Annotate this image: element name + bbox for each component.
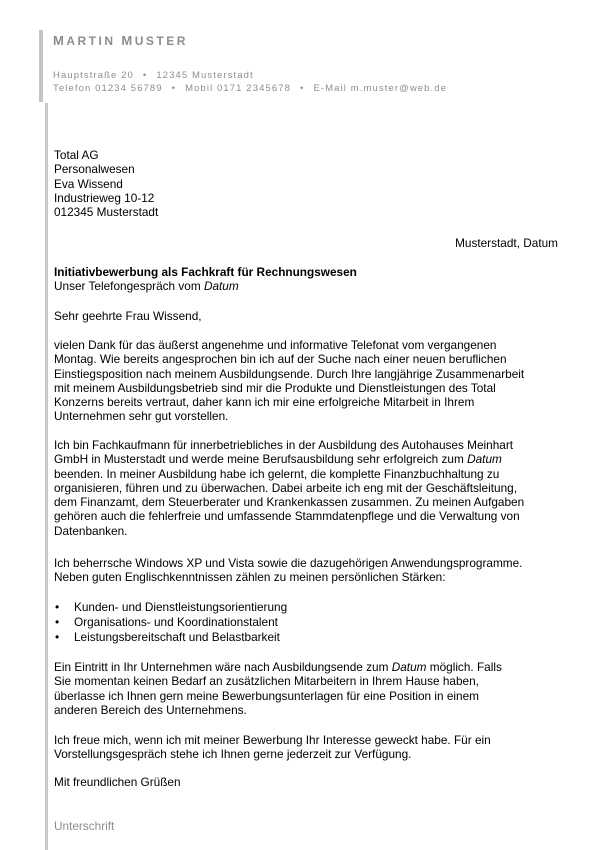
paragraph-intro: vielen Dank für das äußerst angenehme und informative Telefonat vom vergangenen Montag. Wie bereits angesprochen bin ich auf der Suche nach einer neuen beruflichen Einstiegsposition nach meinem Ausbildungsende. Durch Ihre langjährige Zusammenarbeit mit meinem Ausbildungsbetrieb sind mir die Produkte und Dienstleistungen des Total Konzerns bereits vertraut, daher kann ich mir eine erfolgreiche Mitarbeit in Ihrem Unternehmen sehr gut vorstellen.	[54, 338, 525, 424]
separator-dot: •	[142, 70, 148, 81]
recipient-department: Personalwesen	[54, 162, 135, 177]
recipient-city: 012345 Musterstadt	[54, 205, 159, 220]
paragraph-availability: Ein Eintritt in Ihr Unternehmen wäre nach Ausbildungsende zum Datum möglich. Falls Sie momentan keinen Bedarf an zusätzlichen Mitarbeitern in Ihrem Hause haben, überlasse ich Ihnen gern meine Bewerbungsunterlagen für eine Position in einem anderen Bereich des Unternehmens.	[54, 660, 502, 717]
sender-name: MARTIN MUSTER	[53, 33, 188, 48]
subject-title: Initiativbewerbung als Fachkraft für Rechnungswesen	[54, 265, 357, 279]
separator-dot: •	[300, 83, 305, 94]
signature-placeholder: Unterschrift	[54, 819, 115, 833]
sender-email[interactable]: E-Mail m.muster@web.de	[313, 83, 448, 94]
strengths-list	[54, 600, 287, 645]
sender-city: 12345 Musterstadt	[156, 70, 254, 81]
subject-block	[54, 265, 558, 294]
list-item: • Organisations- und Koordinationstalent	[54, 615, 287, 630]
recipient-street: Industrieweg 10-12	[54, 190, 155, 205]
sender-mobile: Mobil 0171 2345678	[185, 83, 291, 94]
paragraph-skills: Ich beherrsche Windows XP und Vista sowie die dazugehörigen Anwendungsprogramme. Neben guten Englischkenntnissen zählen zu meinen persönlichen Stärken:	[54, 556, 523, 585]
place-date: Musterstadt, Datum	[455, 236, 558, 250]
paragraph-qualification: Ich bin Fachkaufmann für innerbetriebliches in der Ausbildung des Autohauses Meinhart GmbH in Musterstadt und werde meine Berufsausbildung sehr erfolgreich zum Datum beenden. In meiner Ausbildung habe ich gelernt, die komplette Finanzbuchhaltung zu organisieren, führen und zu überwachen. Dabei arbeite ich eng mit der Geschäftsleitung, dem Finanzamt, dem Steuerberater und Krankenkassen zusammen. Zu meinen Aufgaben gehören auch die fehlerfreie und umfassende Stammdatenpflege und die Verwaltung von Datenbanken.	[54, 438, 525, 538]
margin-accent-bar	[45, 103, 48, 850]
list-item: • Kunden- und Dienstleistungsorientierung	[54, 600, 287, 615]
subject-reference: Unser Telefongespräch vom Datum	[54, 279, 239, 294]
salutation: Sehr geehrte Frau Wissend,	[54, 309, 202, 323]
header-accent-bar	[39, 30, 43, 102]
list-item: • Leistungsbereitschaft und Belastbarkeit	[54, 630, 287, 645]
recipient-address	[54, 148, 558, 219]
sender-address	[53, 70, 254, 81]
recipient-contact: Eva Wissend	[54, 176, 123, 191]
sender-contact	[53, 83, 447, 94]
recipient-company: Total AG	[54, 148, 99, 162]
sender-phone: Telefon 01234 56789	[53, 83, 163, 94]
paragraph-closing: Ich freue mich, wenn ich mit meiner Bewerbung Ihr Interesse geweckt habe. Für ein Vorstellungsgespräch stehe ich Ihnen gerne jederzeit zur Verfügung.	[54, 733, 491, 762]
sender-street: Hauptstraße 20	[53, 70, 134, 81]
separator-dot: •	[171, 83, 177, 94]
closing-greeting: Mit freundlichen Grüßen	[54, 775, 181, 789]
